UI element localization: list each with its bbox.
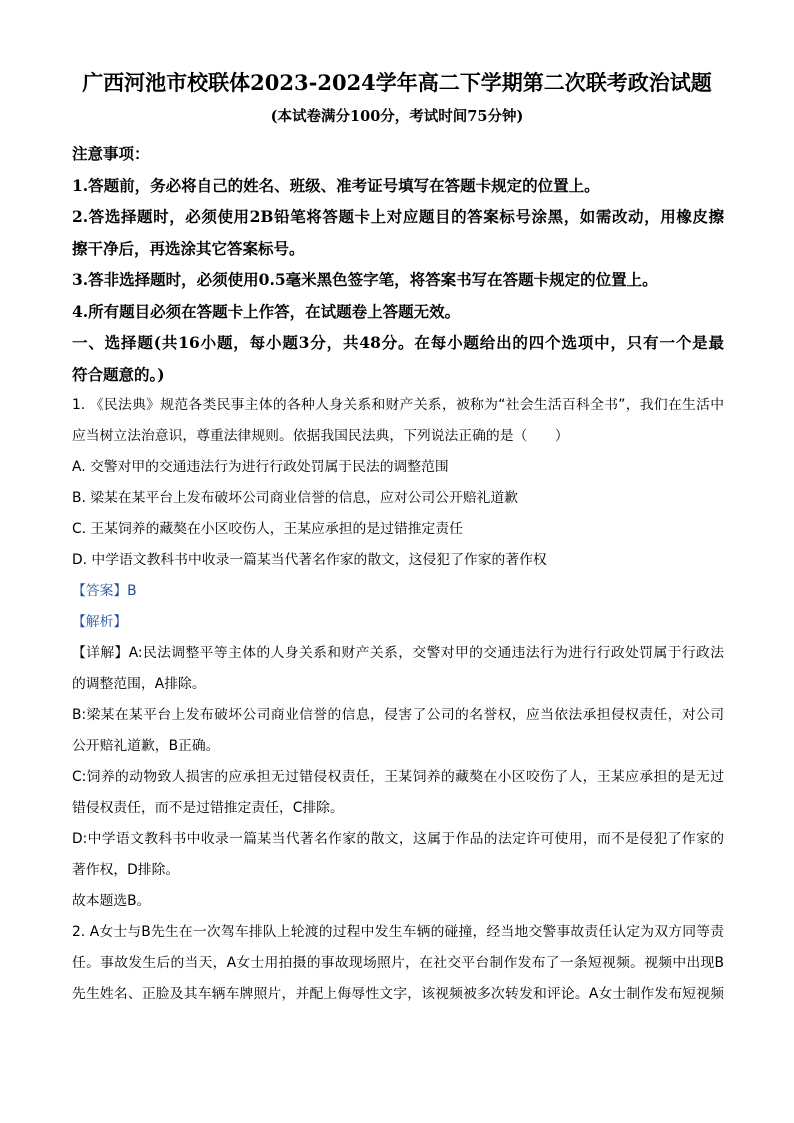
question-1-option-a: A. 交警对甲的交通违法行为进行行政处罚属于民法的调整范围	[72, 459, 449, 475]
question-1-detail-a-line-2: 的调整范围，A排除。	[72, 676, 206, 692]
notice-section	[72, 138, 724, 327]
question-2-stem-line-3: 先生姓名、正脸及其车辆车牌照片，并配上侮辱性文字，该视频被多次转发和评论。A女士制作发布短视频	[72, 986, 724, 1002]
question-2-stem-line-2: 任。事故发生后的当天，A女士用拍摄的事故现场照片，在社交平台制作发布了一条短视频。视频中出现B	[72, 955, 724, 971]
question-1-detail-d-line-2: 著作权，D排除。	[72, 862, 180, 878]
question-1-option-d: D. 中学语文教科书中收录一篇某当代著名作家的散文，这侵犯了作家的著作权	[72, 552, 547, 568]
question-1-detail-c-line-1: C:饲养的动物致人损害的应承担无过错侵权责任，王某饲养的藏獒在小区咬伤了人，王某应承担的是无过	[72, 769, 724, 785]
notice-item-2-line-2: 擦干净后，再选涂其它答案标号。	[72, 238, 305, 258]
section-heading	[72, 327, 724, 390]
document-body	[72, 138, 724, 1010]
question-1-option-c: C. 王某饲养的藏獒在小区咬伤人，王某应承担的是过错推定责任	[72, 521, 463, 537]
notice-heading: 注意事项：	[72, 144, 150, 163]
section-heading-line-2: 符合题意的。)	[72, 364, 165, 384]
question-1	[72, 390, 724, 917]
document-title: 广西河池市校联体2023-2024学年高二下学期第二次联考政治试题	[82, 70, 712, 95]
question-1-detail-d-line-1: D:中学语文教科书中收录一篇某当代著名作家的散文，这属于作品的法定许可使用，而不是侵犯了作家的	[72, 831, 724, 847]
document-subtitle: (本试卷满分100分，考试时间75分钟)	[270, 108, 524, 125]
question-2	[72, 917, 724, 1010]
question-1-stem-line-1: 1. 《民法典》规范各类民事主体的各种人身关系和财产关系，被称为“社会生活百科全书”，我们在生活中	[72, 397, 724, 413]
question-1-option-b: B. 梁某在某平台上发布破坏公司商业信誉的信息，应对公司公开赔礼道歉	[72, 490, 518, 506]
question-1-analysis-heading: 【解析】	[72, 614, 128, 630]
notice-item-3: 3.答非选择题时，必须使用0.5毫米黑色签字笔，将答案书写在答题卡规定的位置上。	[72, 270, 658, 289]
question-1-conclusion: 故本题选B。	[72, 893, 151, 909]
question-1-detail-a-line-1: 【详解】A:民法调整平等主体的人身关系和财产关系，交警对甲的交通违法行为进行行政处罚属于行政法	[72, 645, 724, 661]
question-1-detail-c-line-2: 错侵权责任，而不是过错推定责任，C排除。	[72, 800, 344, 816]
question-1-detail-b-line-1: B:梁某在某平台上发布破坏公司商业信誉的信息，侵害了公司的名誉权，应当依法承担侵权责任，对公司	[72, 707, 724, 723]
question-2-stem-line-1: 2. A女士与B先生在一次驾车排队上轮渡的过程中发生车辆的碰撞，经当地交警事故责任认定为双方同等责	[72, 924, 724, 940]
notice-item-1: 1.答题前，务必将自己的姓名、班级、准考证号填写在答题卡规定的位置上。	[72, 175, 600, 195]
section-heading-line-1: 一、选择题(共16小题，每小题3分，共48分。在每小题给出的四个选项中，只有一个是最	[72, 333, 724, 352]
question-1-detail-b-line-2: 公开赔礼道歉，B正确。	[72, 738, 220, 754]
question-1-stem-line-2: 应当树立法治意识，尊重法律规则。依据我国民法典，下列说法正确的是（ ）	[72, 428, 569, 444]
question-1-answer: 【答案】B	[72, 583, 137, 599]
notice-item-4: 4.所有题目必须在答题卡上作答，在试题卷上答题无效。	[72, 301, 461, 321]
notice-item-2-line-1: 2.答选择题时，必须使用2B铅笔将答题卡上对应题目的答案标号涂黑，如需改动，用橡皮擦	[72, 207, 724, 226]
